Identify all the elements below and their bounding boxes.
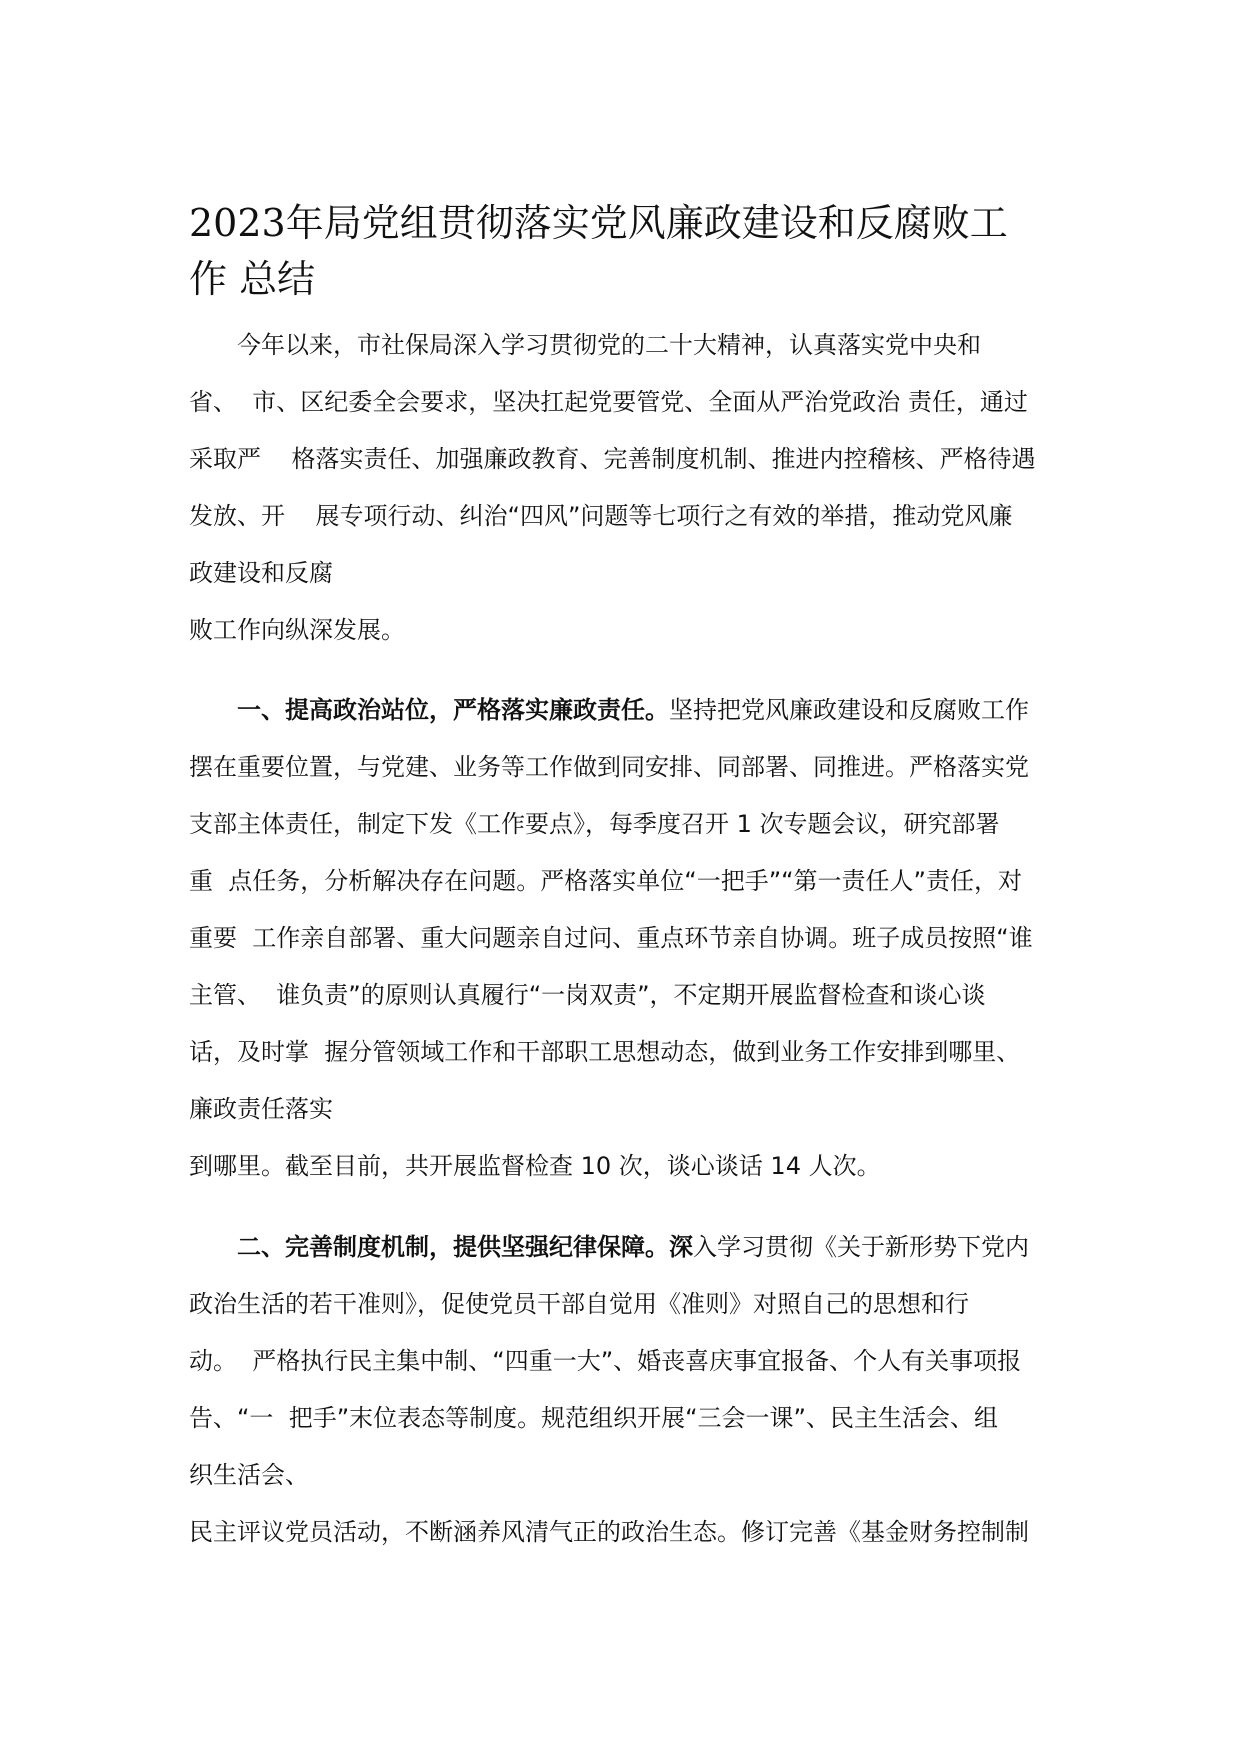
section-2-first-line-text: 入学习贯彻《关于新形势下党内 bbox=[693, 1233, 1029, 1261]
section-2-heading: 二、完善制度机制，提供坚强纪律保障。深 bbox=[237, 1233, 693, 1261]
intro-paragraph bbox=[189, 317, 1069, 659]
intro-line-2: 省、 市、区纪委全会要求，坚决扛起党要管党、全面从严治党政治 责任，通过 bbox=[189, 388, 1028, 416]
intro-line-1: 今年以来，市社保局深入学习贯彻党的二十大精神，认真落实党中央和 bbox=[237, 331, 981, 359]
section-2-line-5: 织生活会、 bbox=[189, 1461, 309, 1489]
section-1-line-9: 到哪里。截至目前，共开展监督检查 10 次，谈心谈话 14 人次。 bbox=[189, 1152, 881, 1180]
section-1-line-6: 主管、 谁负责”的原则认真履行“一岗双责”，不定期开展监督检查和谈心谈 bbox=[189, 981, 986, 1009]
title-line-2: 作 总结 bbox=[189, 257, 316, 301]
section-1-line-5: 重要 工作亲自部署、重大问题亲自过问、重点环节亲自协调。班子成员按照“谁 bbox=[189, 924, 1033, 952]
section-2-first-line bbox=[189, 1219, 1069, 1276]
section-1-line-2: 摆在重要位置，与党建、业务等工作做到同安排、同部署、同推进。严格落实党 bbox=[189, 753, 1029, 781]
section-1-paragraph bbox=[189, 682, 1069, 1195]
section-1-first-line-text: 坚持把党风廉政建设和反腐败工作 bbox=[669, 696, 1029, 724]
section-2-paragraph bbox=[189, 1219, 1069, 1561]
section-2-line-3: 动。 严格执行民主集中制、“四重一大”、婚丧喜庆事宜报备、个人有关事项报 bbox=[189, 1347, 1022, 1375]
intro-line-6: 败工作向纵深发展。 bbox=[189, 616, 405, 644]
intro-line-5: 政建设和反腐 bbox=[189, 559, 333, 587]
section-1-line-7: 话，及时掌 握分管领域工作和干部职工思想动态，做到业务工作安排到哪里、 bbox=[189, 1038, 1021, 1066]
section-2-line-2: 政治生活的若干准则》，促使党员干部自觉用《准则》对照自己的思想和行 bbox=[189, 1290, 969, 1318]
section-2-line-4: 告、“一 把手”末位表态等制度。规范组织开展“三会一课”、民主生活会、组 bbox=[189, 1404, 998, 1432]
section-1-heading: 一、提高政治站位，严格落实廉政责任。 bbox=[237, 696, 669, 724]
section-1-first-line bbox=[189, 682, 1069, 739]
section-2-line-6: 民主评议党员活动，不断涵养风清气正的政治生态。修订完善《基金财务控制制 bbox=[189, 1518, 1029, 1546]
title-line-1: 2023年局党组贯彻落实党风廉政建设和反腐败工 bbox=[189, 201, 1008, 245]
section-1-line-4: 重 点任务，分析解决存在问题。严格落实单位“一把手”“第一责任人”责任，对 bbox=[189, 867, 1022, 895]
document-title bbox=[189, 195, 1069, 307]
intro-line-4: 发放、开 展专项行动、纠治“四风”问题等七项行之有效的举措，推动党风廉 bbox=[189, 502, 1013, 530]
section-1-line-3: 支部主体责任，制定下发《工作要点》，每季度召开 1 次专题会议，研究部署 bbox=[189, 810, 1000, 838]
intro-line-3: 采取严 格落实责任、加强廉政教育、完善制度机制、推进内控稽核、严格待遇 bbox=[189, 445, 1036, 473]
section-1-line-8: 廉政责任落实 bbox=[189, 1095, 333, 1123]
